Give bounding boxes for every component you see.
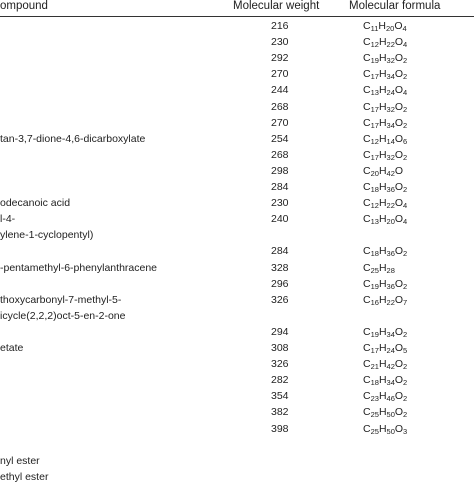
- molecular-formula: $C_{18}H_{36}O_2$: [363, 245, 408, 259]
- molecular-weight: 284: [271, 245, 289, 258]
- compound-name: l-4-: [0, 213, 16, 226]
- molecular-formula: $C_{25}H_{50}O_3$: [363, 422, 408, 436]
- molecular-formula: $C_{18}H_{36}O_2$: [363, 181, 408, 194]
- header-rule: [0, 16, 474, 17]
- molecular-formula: $C_{12}H_{14}O_6$: [363, 132, 408, 146]
- molecular-weight: 328: [271, 261, 289, 274]
- molecular-weight: 284: [271, 181, 289, 193]
- molecular-weight: 216: [271, 20, 289, 32]
- molecular-formula: $C_{17}H_{34}O_2$: [363, 116, 408, 130]
- molecular-formula: $C_{21}H_{42}O_2$: [363, 358, 408, 372]
- molecular-weight: 398: [271, 422, 289, 435]
- molecular-weight: 382: [271, 406, 289, 419]
- compound-name: odecanoic acid: [0, 197, 71, 210]
- header-compound: ompound: [0, 0, 48, 12]
- header-molecular-formula: Molecular formula: [349, 0, 441, 12]
- compound-name: -pentamethyl-6-phenylanthracene: [0, 261, 158, 274]
- molecular-formula: $C_{18}H_{34}O_2$: [363, 374, 408, 388]
- molecular-formula: $C_{12}H_{22}O_4$: [363, 197, 408, 211]
- compound-name: thoxycarbonyl-7-methyl-5-: [0, 293, 122, 306]
- molecular-formula: $C_{13}H_{20}O_4$: [363, 213, 408, 227]
- compound-name: ylene-1-cyclopentyl): [0, 229, 94, 242]
- molecular-formula: $C_{17}H_{32}O_2$: [363, 148, 408, 162]
- molecular-weight: 268: [271, 100, 289, 113]
- molecular-weight: 244: [271, 84, 289, 97]
- molecular-weight: 294: [271, 325, 289, 338]
- molecular-formula: $C_{13}H_{24}O_4$: [363, 84, 408, 98]
- molecular-weight: 270: [271, 116, 289, 129]
- molecular-formula: $C_{17}H_{34}O_2$: [363, 68, 408, 82]
- molecular-weight: 308: [271, 342, 289, 354]
- molecular-formula: $C_{17}H_{24}O_5$: [363, 342, 408, 355]
- molecular-weight: 326: [271, 293, 289, 306]
- molecular-formula: $C_{19}H_{36}O_2$: [363, 277, 408, 291]
- molecular-weight: 268: [271, 148, 289, 161]
- molecular-weight: 292: [271, 52, 289, 65]
- molecular-formula: $C_{11}H_{20}O_4$: [363, 20, 407, 33]
- molecular-weight: 326: [271, 358, 289, 371]
- molecular-weight: 230: [271, 197, 289, 210]
- compound-name: icycle(2,2,2)oct-5-en-2-one: [0, 309, 126, 322]
- compound-name: etate: [0, 342, 24, 354]
- molecular-weight: 282: [271, 374, 289, 387]
- molecular-formula: $C_{19}H_{32}O_2$: [363, 52, 408, 66]
- molecular-formula: $C_{20}H_{42}O$: [363, 164, 404, 178]
- compound-name: tan-3,7-dione-4,6-dicarboxylate: [0, 132, 146, 145]
- molecular-weight: 354: [271, 390, 289, 403]
- molecular-weight: 240: [271, 213, 289, 226]
- molecular-formula: $C_{25}H_{28}$: [363, 261, 395, 275]
- molecular-formula: $C_{25}H_{50}O_2$: [363, 406, 408, 420]
- molecular-weight: 254: [271, 132, 289, 145]
- molecular-formula: $C_{17}H_{32}O_2$: [363, 100, 408, 114]
- molecular-weight: 296: [271, 277, 289, 290]
- molecular-weight: 298: [271, 164, 289, 177]
- molecular-weight: 230: [271, 36, 289, 49]
- compound-name: ethyl ester: [0, 470, 49, 483]
- compound-name: nyl ester: [0, 454, 40, 467]
- molecular-formula: $C_{19}H_{34}O_2$: [363, 325, 408, 339]
- header-molecular-weight: Molecular weight: [233, 0, 320, 12]
- molecular-formula: $C_{12}H_{22}O_4$: [363, 36, 408, 50]
- molecular-formula: $C_{16}H_{22}O_7$: [363, 293, 408, 307]
- molecular-formula: $C_{23}H_{46}O_2$: [363, 390, 408, 404]
- molecular-weight: 270: [271, 68, 289, 81]
